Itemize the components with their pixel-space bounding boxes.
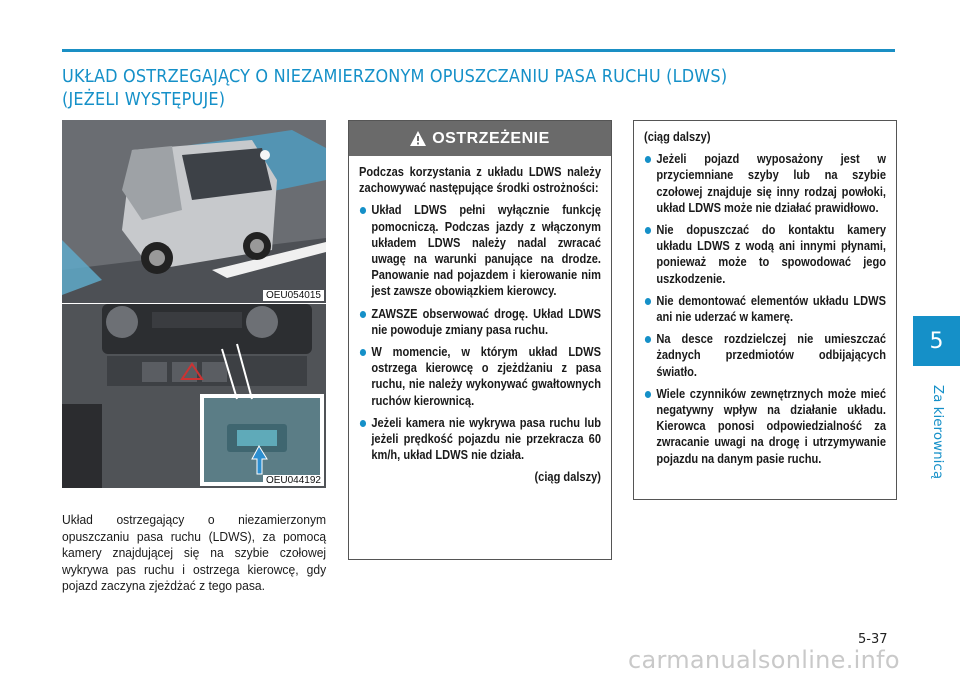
top-rule [62, 49, 895, 52]
list-item: W momencie, w którym układ LDWS ostrzega kierowcę o zjeżdżaniu z pasa ruchu, nie należy wykonywać gwałtownych ruchów kierownicą. [359, 344, 601, 409]
warning-box [348, 120, 612, 560]
list-item: Nie dopuszczać do kontaktu kamery układu LDWS z wodą ani innymi płynami, ponieważ może to spowodować jego uszkodzenie. [644, 222, 886, 287]
section-title-line1: UKŁAD OSTRZEGAJĄCY O NIEZAMIERZONYM OPUSZCZANIU PASA RUCHU (LDWS) [62, 67, 728, 87]
chapter-title: Za kierownicą [930, 384, 946, 480]
warning-header-label: OSTRZEŻENIE [432, 129, 550, 147]
warning-list [359, 202, 601, 463]
list-item: Układ LDWS pełni wyłącznie funkcję pomocniczą. Podczas jazdy z włączonym układem LDWS należy nadal zwracać uwagę na warunki panujące na drodze. Panowanie nad pojazdem i kierowanie nim jest zawsze obowiązkiem kierowcy. [359, 202, 601, 299]
continuation-body [634, 121, 896, 467]
chapter-side-label [915, 372, 960, 492]
continuation-box [633, 120, 897, 500]
warning-triangle-icon [410, 131, 426, 146]
warning-continued: (ciąg dalszy) [534, 470, 601, 485]
ldws-switch-illustration [62, 304, 326, 488]
image2-code: OEU044192 [263, 475, 324, 486]
list-item: Jeżeli pojazd wyposażony jest w przyciemniane szyby lub na szybie czołowej znajduje się inny rodzaj powłoki, układ LDWS może nie działać prawidłowo. [644, 151, 886, 216]
page-number: 5-37 [858, 632, 888, 647]
warning-header [349, 121, 611, 156]
list-item: Jeżeli kamera nie wykrywa pasa ruchu lub jeżeli prędkość pojazdu nie przekracza 60 km/h, układ LDWS nie działa. [359, 415, 601, 464]
list-item: Na desce rozdzielczej nie umieszczać żadnych przedmiotów odbijających światło. [644, 331, 886, 380]
van-illustration [62, 120, 326, 303]
watermark: carmanualsonline.info [628, 646, 900, 674]
warning-body [349, 156, 611, 486]
image1-code: OEU054015 [263, 290, 324, 301]
continuation-header: (ciąg dalszy) [644, 130, 711, 144]
section-title [62, 66, 816, 112]
warning-intro: Podczas korzystania z układu LDWS należy zachowywać następujące środki ostrożności: [359, 165, 601, 196]
list-item: Wiele czynników zewnętrznych może mieć negatywny wpływ na działanie układu. Kierowca ponosi odpowiedzialność za zwracanie uwagi na drogę i utrzymywanie pojazdu na danym pasie ruchu. [644, 386, 886, 467]
chapter-tab: 5 [913, 316, 960, 366]
continuation-list [644, 151, 886, 467]
section-title-line2: (JEŻELI WYSTĘPUJE) [62, 90, 226, 110]
dashboard-illustration [62, 304, 326, 488]
body-paragraph: Układ ostrzegający o niezamierzonym opuszczaniu pasa ruchu (LDWS), za pomocą kamery znajdującej się na szybie czołowej wykrywa pas ruchu i ostrzega kierowcę, gdy pojazd zaczyna zjeżdżać z tego pasa. [62, 512, 327, 593]
van-lane-illustration [62, 120, 326, 303]
list-item: Nie demontować elementów układu LDWS ani nie uderzać w kamerę. [644, 293, 886, 325]
list-item: ZAWSZE obserwować drogę. Układ LDWS nie powoduje zmiany pasa ruchu. [359, 306, 601, 338]
